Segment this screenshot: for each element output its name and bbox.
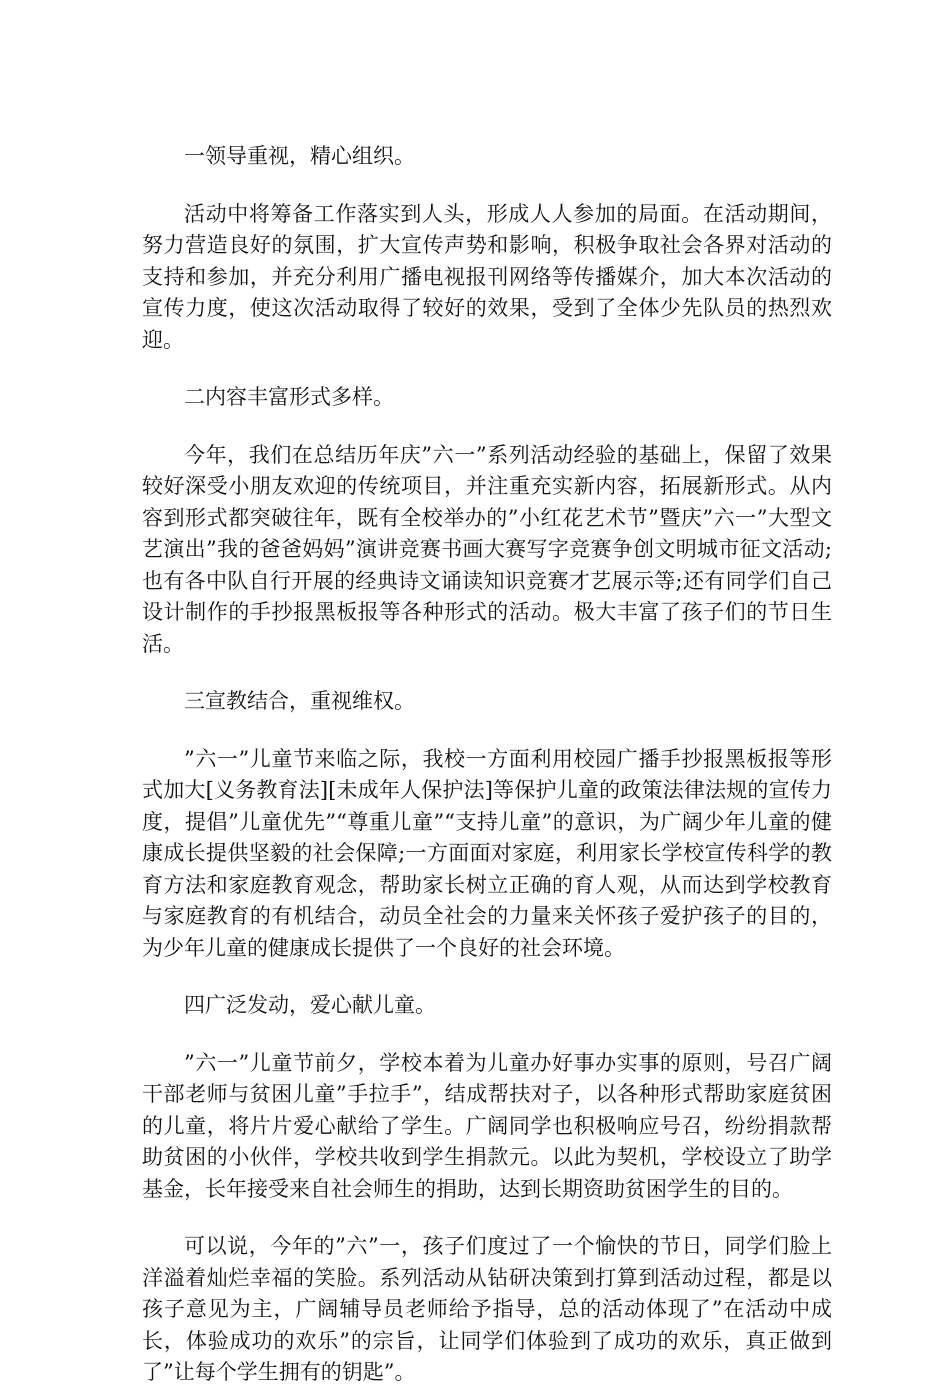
- section-heading-2: 二内容丰富形式多样。: [184, 385, 394, 409]
- section-paragraph-4: ”六一”儿童节前夕，学校本着为儿童办好事办实事的原则，号召广阔干部老师与贫困儿童”手拉手”，结成帮扶对子，以各种形式帮助家庭贫困的儿童，将片片爱心献给了学生。广阔同学也积极响应号召，纷纷捐款帮助贫困的小伙伴，学校共收到学生捐款元。以此为契机，学校设立了助学基金，长年接受来自社会师生的捐助，达到长期资助贫困学生的目的。: [142, 1050, 832, 1201]
- section-heading-4: 四广泛发动，爱心献儿童。: [184, 993, 436, 1017]
- section-heading-3: 三宣教结合，重视维权。: [184, 689, 415, 713]
- section-paragraph-1: 活动中将筹备工作落实到人头，形成人人参加的局面。在活动期间，努力营造良好的氛围，扩大宣传声势和影响，积极争取社会各界对活动的支持和参加，并充分利用广播电视报刊网络等传播媒介，加大本次活动的宣传力度，使这次活动取得了较好的效果，受到了全体少先队员的热烈欢迎。: [142, 201, 832, 352]
- conclusion-paragraph: 可以说，今年的”六”一，孩子们度过了一个愉快的节日，同学们脸上洋溢着灿烂幸福的笑脸。系列活动从钻研决策到打算到活动过程，都是以孩子意见为主，广阔辅导员老师给予指导，总的活动体现了”在活动中成长，体验成功的欢乐”的宗旨，让同学们体验到了成功的欢乐，真正做到了”让每个学生拥有的钥匙”。: [142, 1234, 832, 1384]
- section-heading-1: 一领导重视，精心组织。: [184, 144, 415, 168]
- section-paragraph-3: ”六一”儿童节来临之际，我校一方面利用校园广播手抄报黑板报等形式加大[义务教育法][未成年人保护法]等保护儿童的政策法律法规的宣传力度，提倡”儿童优先”“尊重儿童”“支持儿童”的意识，为广阔少年儿童的健康成长提供坚毅的社会保障;一方面面对家庭，利用家长学校宣传科学的教育方法和家庭教育观念，帮助家长树立正确的育人观，从而达到学校教育与家庭教育的有机结合，动员全社会的力量来关怀孩子爱护孩子的目的，为少年儿童的健康成长提供了一个良好的社会环境。: [142, 746, 832, 960]
- section-paragraph-2: 今年，我们在总结历年庆”六一”系列活动经验的基础上，保留了效果较好深受小朋友欢迎的传统项目，并注重充实新内容，拓展新形式。从内容到形式都突破往年，既有全校举办的”小红花艺术节”暨庆”六一”大型文艺演出”我的爸爸妈妈”演讲竞赛书画大赛写字竞赛争创文明城市征文活动;也有各中队自行开展的经典诗文诵读知识竞赛才艺展示等;还有同学们自己设计制作的手抄报黑板报等各种形式的活动。极大丰富了孩子们的节日生活。: [142, 442, 832, 656]
- document-body: [142, 141, 832, 1389]
